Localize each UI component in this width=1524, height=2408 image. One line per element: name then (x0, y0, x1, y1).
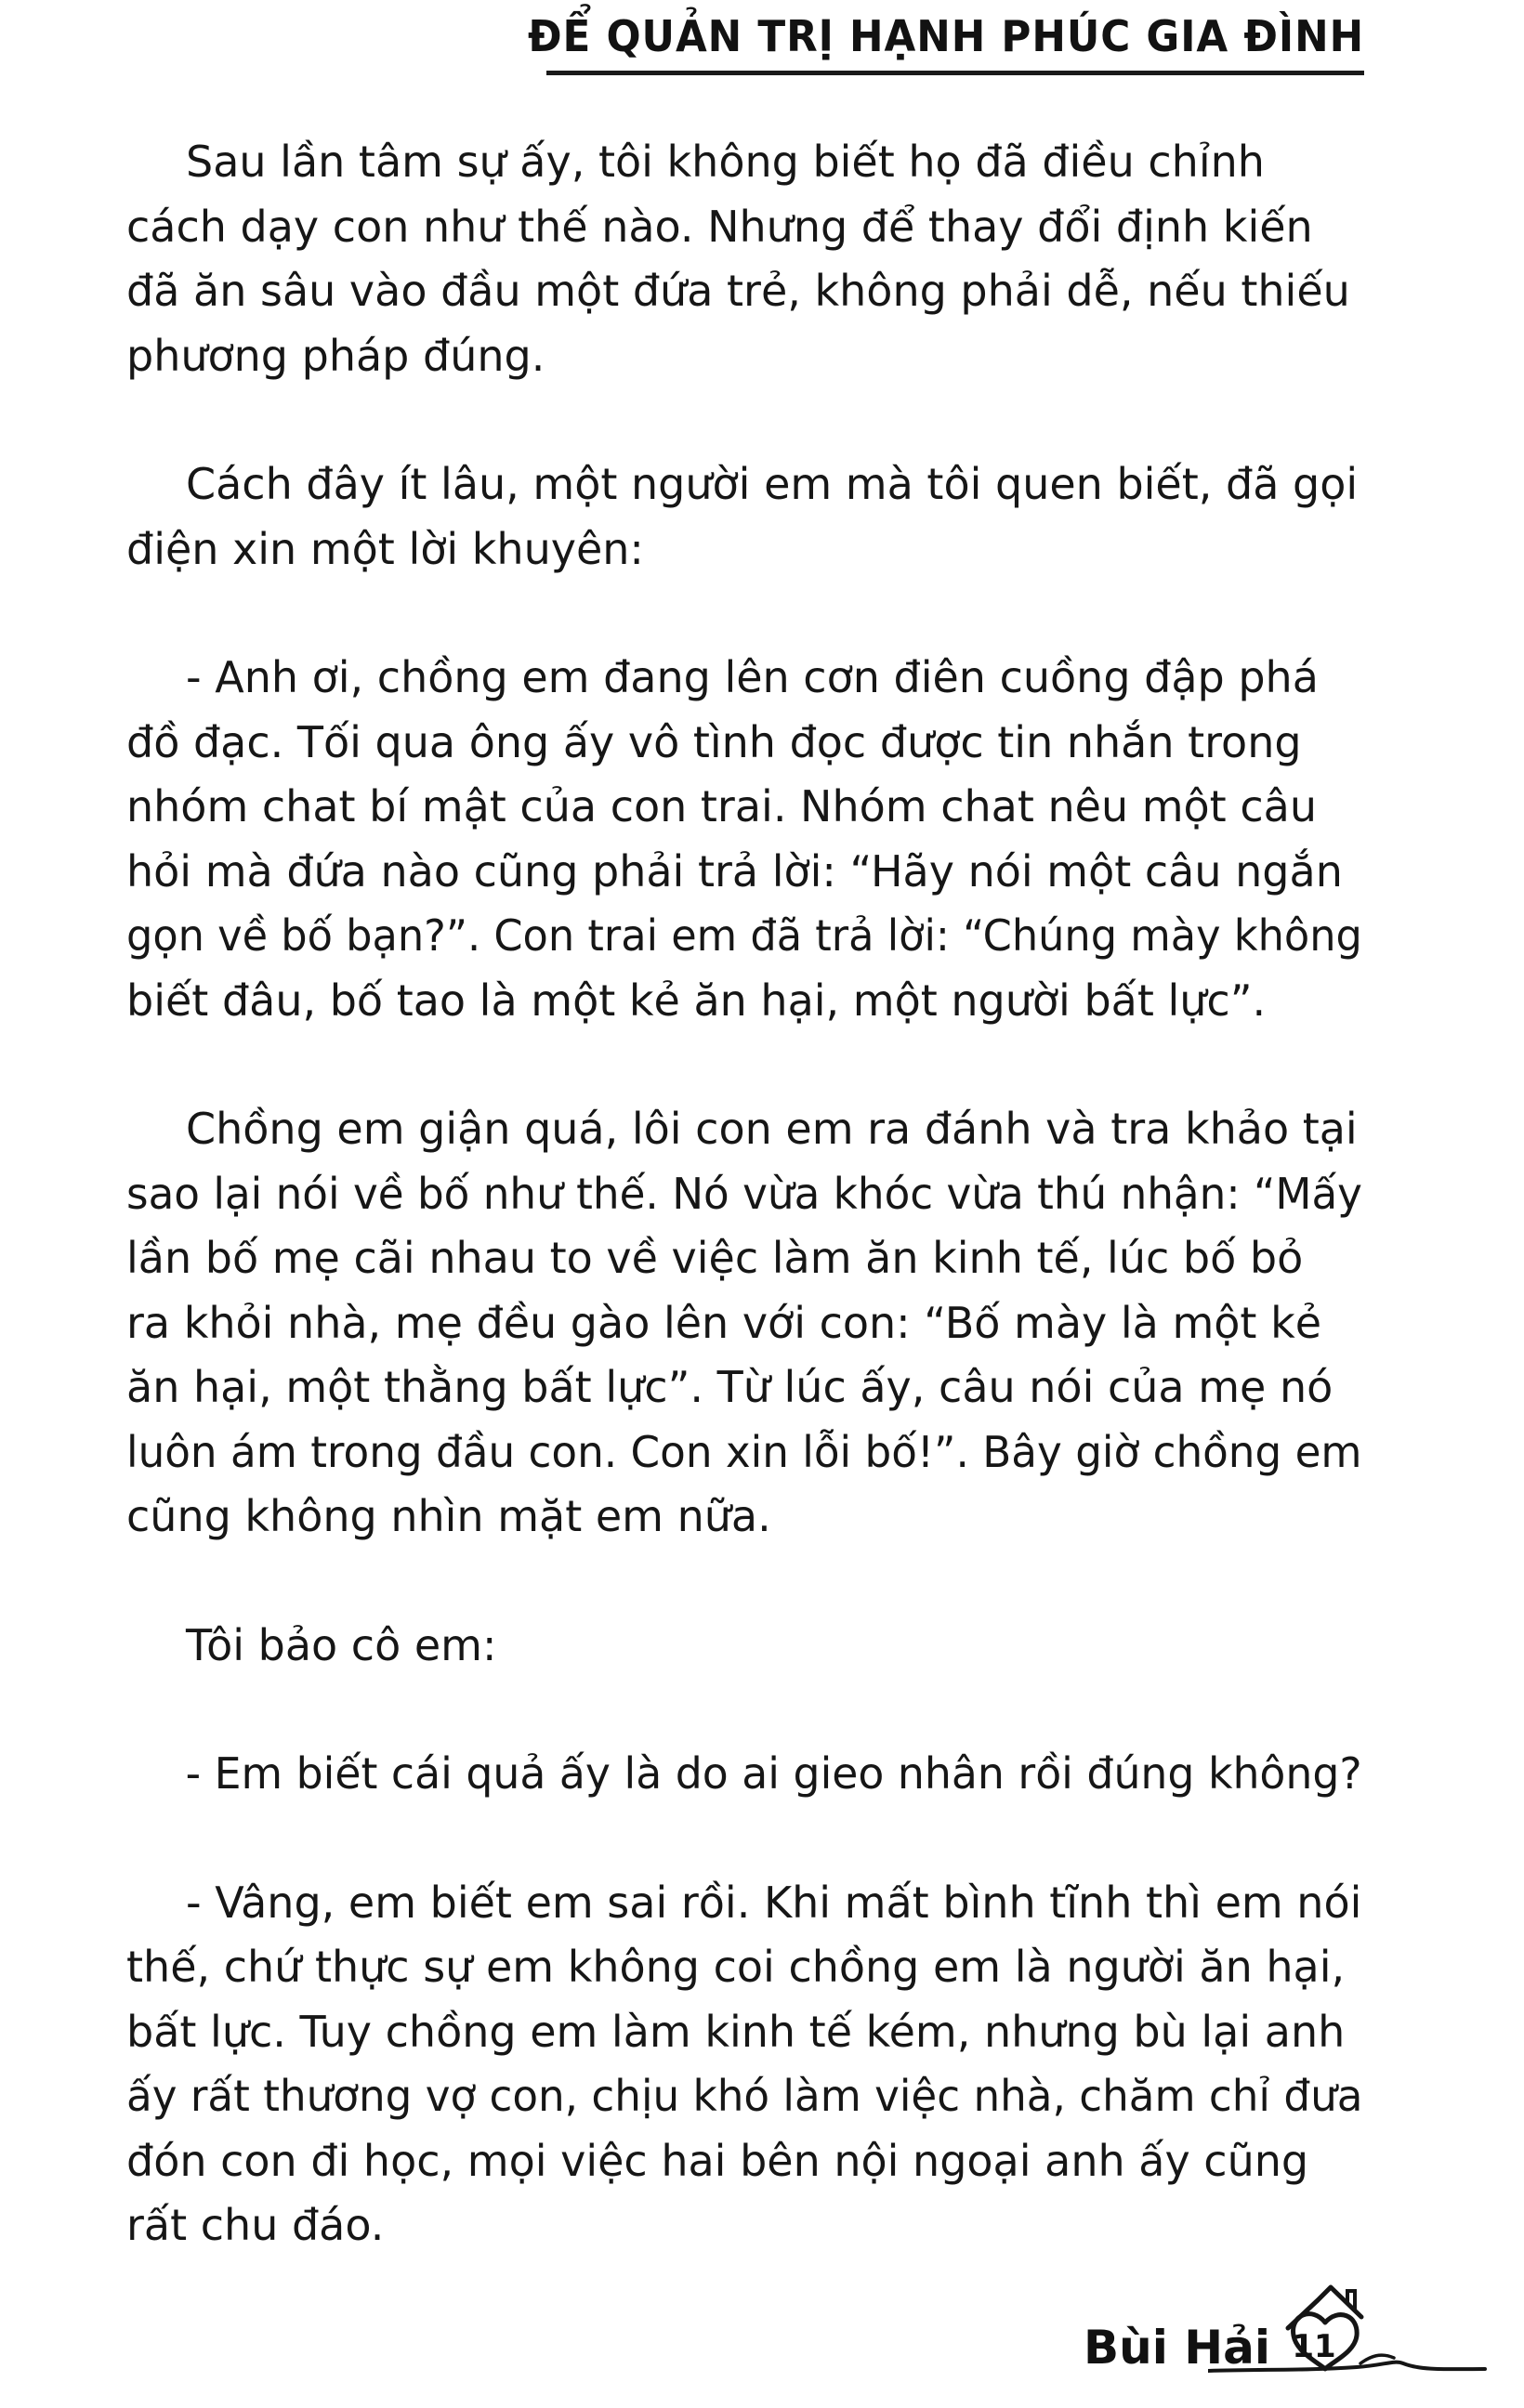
running-header-title: ĐỂ QUẢN TRỊ HẠNH PHÚC GIA ĐÌNH (527, 11, 1364, 61)
text-line: ấy rất thương vợ con, chịu khó làm việc nhà, chăm chỉ đưa (126, 2071, 1363, 2121)
text-line: luôn ám trong đầu con. Con xin lỗi bố!”. Bây giờ chồng em (126, 1426, 1362, 1477)
text-line: Sau lần tâm sự ấy, tôi không biết họ đã điều chỉnh (186, 137, 1265, 187)
text-line: cách dạy con như thế nào. Nhưng để thay đổi định kiến (126, 201, 1313, 252)
body-text (126, 130, 1362, 2323)
footer-author: Bùi Hải (1084, 2321, 1270, 2375)
paragraph (126, 452, 1362, 582)
text-line: điện xin một lời khuyên: (126, 523, 644, 574)
text-line: bất lực. Tuy chồng em làm kinh tế kém, nhưng bù lại anh (126, 2006, 1346, 2057)
house-heart-icon (1208, 2267, 1487, 2378)
text-line: - Vâng, em biết em sai rồi. Khi mất bình tĩnh thì em nói (186, 1877, 1362, 1928)
paragraph (126, 1614, 1362, 1679)
text-line: đồ đạc. Tối qua ông ấy vô tình đọc được tin nhắn trong (126, 716, 1302, 767)
text-line: ăn hại, một thằng bất lực”. Từ lúc ấy, câu nói của mẹ nó (126, 1362, 1334, 1412)
text-line: Cách đây ít lâu, một người em mà tôi quen biết, đã gọi (186, 459, 1359, 509)
paragraph (126, 1742, 1362, 1807)
paragraph (126, 1097, 1362, 1550)
text-line: đón con đi học, mọi việc hai bên nội ngoại anh ấy cũng (126, 2135, 1309, 2186)
paragraph (126, 130, 1362, 388)
text-line: nhóm chat bí mật của con trai. Nhóm chat nêu một câu (126, 781, 1317, 831)
header-rule (546, 71, 1364, 75)
page-number: 11 (1292, 2328, 1336, 2365)
text-line: - Anh ơi, chồng em đang lên cơn điên cuồng đập phá (186, 652, 1319, 702)
text-line: đã ăn sâu vào đầu một đứa trẻ, không phải dễ, nếu thiếu (126, 266, 1350, 316)
text-line: - Em biết cái quả ấy là do ai gieo nhân rồi đúng không? (185, 1748, 1362, 1799)
text-line: cũng không nhìn mặt em nữa. (126, 1491, 771, 1541)
paragraph (126, 1871, 1362, 2258)
text-line: sao lại nói về bố như thế. Nó vừa khóc vừa thú nhận: “Mấy (126, 1168, 1362, 1219)
paragraph (126, 646, 1362, 1033)
text-line: Tôi bảo cô em: (186, 1619, 497, 1670)
text-line: hỏi mà đứa nào cũng phải trả lời: “Hãy nói một câu ngắn (126, 845, 1343, 896)
text-line: thế, chứ thực sự em không coi chồng em là người ăn hại, (126, 1942, 1346, 1992)
text-line: lần bố mẹ cãi nhau to về việc làm ăn kinh tế, lúc bố bỏ (126, 1233, 1304, 1283)
text-line: rất chu đáo. (126, 2200, 385, 2250)
text-line: phương pháp đúng. (126, 330, 545, 381)
text-line: biết đâu, bố tao là một kẻ ăn hại, một người bất lực”. (126, 975, 1267, 1026)
text-line: ra khỏi nhà, mẹ đều gào lên với con: “Bố mày là một kẻ (126, 1297, 1322, 1348)
text-line: Chồng em giận quá, lôi con em ra đánh và tra khảo tại (186, 1104, 1358, 1154)
text-line: gọn về bố bạn?”. Con trai em đã trả lời: “Chúng mày không (126, 910, 1362, 961)
